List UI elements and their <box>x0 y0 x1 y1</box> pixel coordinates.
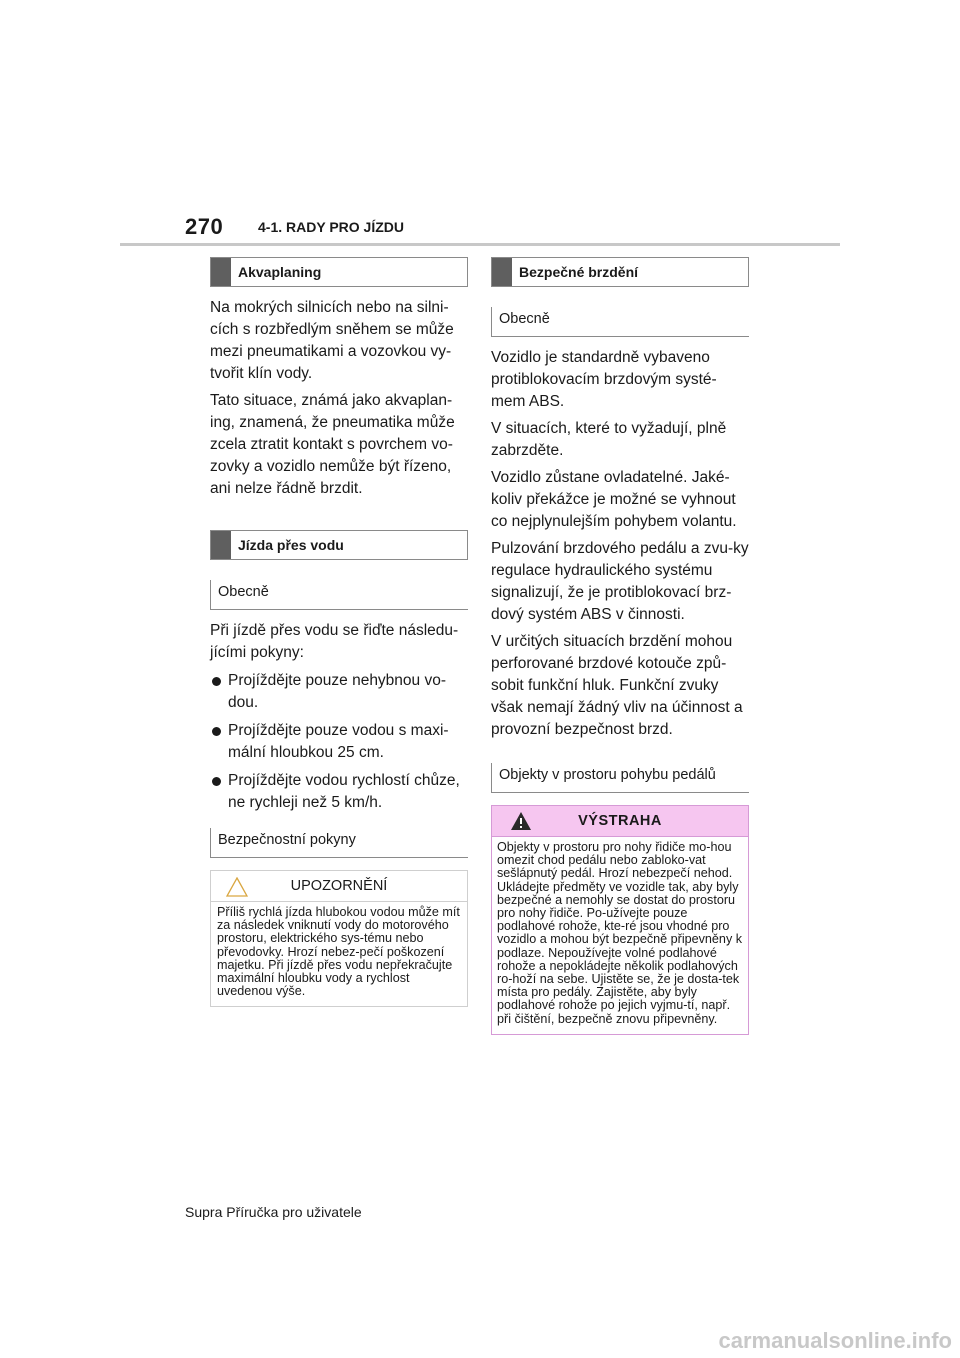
subheading-general: Obecně <box>210 580 468 610</box>
notice-text: Příliš rychlá jízda hlubokou vodou může mít za následek vniknutí vody do motorového prostoru, elektrického sys-tému nebo převodovky. Hrozí nebez-pečí poškození majetku. Při jízdě přes vodu nepřekračujte maximální hloubku vody a rychlost uvedenou výše. <box>217 905 460 999</box>
bullet-icon <box>212 727 221 736</box>
footer-text: Supra Příručka pro uživatele <box>185 1204 362 1220</box>
heading-bar <box>211 258 231 286</box>
paragraph: V určitých situacích brzdění mohou perforované brzdové kotouče způ-sobit funkční hluk. Funkční zvuky však nemají žádný vliv na účinnost a provozní bezpečnost brzd. <box>491 633 743 738</box>
heading-text: Jízda přes vodu <box>238 537 344 553</box>
notice-box <box>210 870 468 1007</box>
subheading-general: Obecně <box>491 307 749 337</box>
list-item <box>210 770 468 814</box>
list-item <box>210 720 468 764</box>
paragraph: Vozidlo je standardně vybaveno protiblokovacím brzdovým systé-mem ABS. <box>491 349 717 410</box>
paragraph: Vozidlo zůstane ovladatelné. Jaké-koliv překážce je možné se vyhnout co nejplynulejším pohybem volantu. <box>491 469 737 530</box>
heading-aquaplaning <box>210 257 468 287</box>
section-title: 4-1. RADY PRO JÍZDU <box>258 219 404 235</box>
warning-title: VÝSTRAHA <box>578 813 662 829</box>
right-column <box>491 257 749 1035</box>
notice-header <box>211 871 467 902</box>
bullet-icon <box>212 677 221 686</box>
paragraph: Pulzování brzdového pedálu a zvu-ky regulace hydraulického systému signalizují, že je protiblokovací brz-dový systém ABS v činnosti. <box>491 540 749 623</box>
warning-text: Objekty v prostoru pro nohy řidiče mo-hou omezit chod pedálu nebo zabloko-vat sešlápnutý pedál. Hrozí nebezpečí nehod. Ukládejte předměty ve vozidle tak, aby byly bezpečné a nemohly se dostat do prostoru pro nohy řidiče. Po-užívejte pouze podlahové rohože, kte-ré jsou vhodné pro vozidlo a mohou být bezpečně připevněny k podlaze. Nepoužívejte volné podlahové rohože a nepokládejte několik podlahových ro-hoží na sebe. Ujistěte se, že je dosta-tek místa pro pedály. Zajistěte, aby byly podlahové rohože po jejich vyjmu-tí, např. při čištění, bezpečně znovu připevněny. <box>497 840 743 1026</box>
warning-icon <box>510 811 532 831</box>
subheading-pedal-objects: Objekty v prostoru pohybu pedálů <box>491 763 749 793</box>
list-item-text: Projíždějte pouze vodou s maxi-mální hloubkou 25 cm. <box>228 722 449 761</box>
heading-text: Akvaplaning <box>238 264 322 280</box>
paragraph: Při jízdě přes vodu se řiďte následu-jícími pokyny: <box>210 622 459 661</box>
paragraph: Tato situace, známá jako akvaplan-ing, znamená, že pneumatika může zcela ztratit kontakt s povrchem vo-zovky a vozidlo nemůže být řízeno, ani nelze řádně brzdit. <box>210 392 455 497</box>
caution-icon <box>226 877 248 897</box>
notice-title: UPOZORNĚNÍ <box>290 878 388 894</box>
page-number: 270 <box>185 214 224 239</box>
paragraph: Na mokrých silnicích nebo na silni-cích s rozbředlým sněhem se může mezi pneumatikami a vozovkou vy-tvořit klín vody. <box>210 299 454 382</box>
bullet-list <box>210 670 468 814</box>
warning-header <box>492 806 748 837</box>
watermark: carmanualsonline.info <box>718 1328 952 1353</box>
list-item-text: Projíždějte vodou rychlostí chůze, ne rychleji než 5 km/h. <box>228 772 460 811</box>
warning-box <box>491 805 749 1035</box>
left-column <box>210 257 468 1007</box>
heading-bar <box>211 531 231 559</box>
heading-bar <box>492 258 512 286</box>
subheading-safety: Bezpečnostní pokyny <box>210 828 468 858</box>
bullet-icon <box>212 777 221 786</box>
heading-safe-braking <box>491 257 749 287</box>
heading-water-crossing <box>210 530 468 560</box>
paragraph: V situacích, které to vyžadují, plně zabrzděte. <box>491 420 727 459</box>
heading-text: Bezpečné brzdění <box>519 264 639 280</box>
header-rule <box>120 243 840 246</box>
list-item-text: Projíždějte pouze nehybnou vo-dou. <box>228 672 447 711</box>
list-item <box>210 670 468 714</box>
